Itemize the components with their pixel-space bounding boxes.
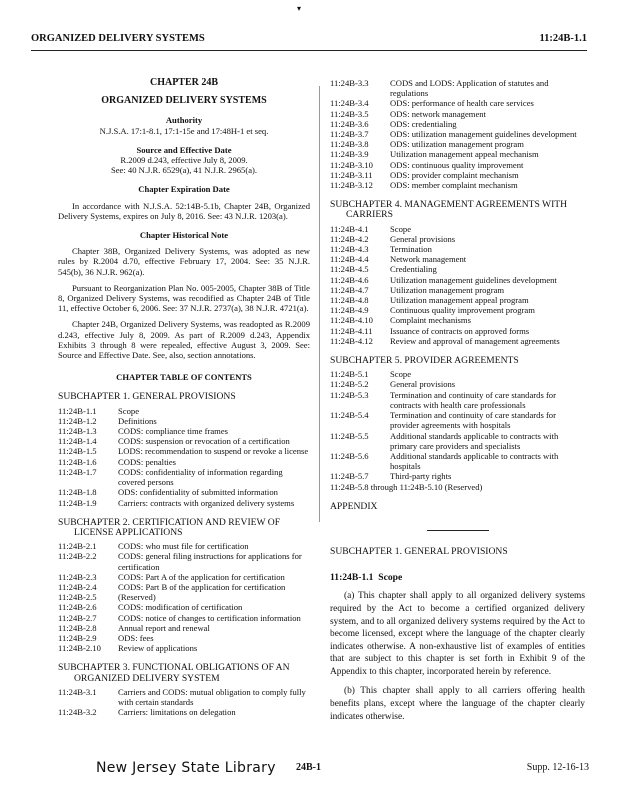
toc-entry-title: CODS: Part A of the application for certification (118, 571, 285, 582)
toc-entry-number: 11:24B-1.6 (58, 456, 97, 467)
toc-subchapter-heading (58, 663, 310, 683)
toc-entry (58, 467, 310, 487)
toc-entry-title: Network management (390, 254, 467, 265)
toc-entry-number: 11:24B-4.1 (330, 223, 369, 234)
toc-entry-number: 11:24B-3.12 (330, 180, 373, 191)
toc-entry-number: 11:24B-2.4 (58, 581, 97, 592)
toc-subchapter-title-cont: LICENSE APPLICATIONS (74, 526, 183, 538)
toc-entry-title: CODS: penalties (118, 456, 177, 467)
toc-entry-number: 11:24B-2.1 (58, 541, 97, 552)
toc-entry-title: Utilization management guidelines development (390, 274, 557, 285)
toc-entry-title: Definitions (118, 415, 157, 426)
toc-entry-title: CODS: notice of changes to certification information (118, 612, 301, 623)
toc-entry (330, 451, 585, 471)
toc-entry (330, 295, 585, 305)
toc-entry-title: CODS and LODS: Application of statutes and regulations (390, 78, 549, 99)
toc-entry-title: Review and approval of management agreements (390, 335, 560, 346)
toc-entry (58, 643, 310, 653)
history-paragraph-1: Chapter 38B, Organized Delivery Systems, was adopted as new rules by R.2004 d.70, effective February 17, 2004. See: 35 N.J.R. 545(b), 36 N.J.R. 962(a). (58, 246, 310, 277)
header-rule (31, 50, 587, 51)
expiration-heading: Chapter Expiration Date (138, 184, 230, 195)
toc-entry-number: 11:24B-5.4 (330, 410, 369, 421)
toc-continued (330, 78, 585, 190)
toc-right (330, 200, 585, 491)
toc-entry (330, 390, 585, 410)
toc-entry-title: Complaint mechanisms (390, 315, 471, 326)
toc-entry-title: Termination and continuity of care standards for contracts with health care professionals (390, 389, 556, 410)
toc-entry (330, 431, 585, 451)
toc-entry-number: 11:24B-5.1 (330, 369, 369, 380)
toc-entry (58, 707, 310, 717)
toc-entry-number: 11:24B-2.5 (58, 592, 97, 603)
toc-entry (58, 487, 310, 497)
history-heading: Chapter Historical Note (139, 230, 229, 241)
toc-entry-number: 11:24B-1.7 (58, 466, 97, 477)
toc-entry (58, 602, 310, 612)
section-separator (427, 530, 489, 531)
toc-entry-title: ODS: performance of health care services (390, 98, 534, 109)
history-paragraph-2: Pursuant to Reorganization Plan No. 005-2005, Chapter 38B of Title 8, Organized Delivery Systems, was recodified as Chapter 24B of Title 11, effective October 6, 2006. See: 37 N.J.R. 2737(a), 38 N.J.R. 4721(a). (58, 282, 310, 314)
toc-entry (58, 633, 310, 643)
column-divider (319, 86, 320, 522)
toc-entry-title: ODS: network management (390, 108, 486, 119)
toc-entry-title: Additional standards applicable to contracts with primary care providers and specialists (390, 430, 559, 451)
toc-entry-title: Additional standards applicable to contracts with hospitals (390, 450, 559, 472)
toc-entry-title: Utilization management program (390, 284, 505, 295)
toc-entry-number: 11:24B-1.2 (58, 415, 97, 426)
toc-entry (58, 687, 310, 707)
toc-entry-number: 11:24B-3.11 (330, 169, 373, 180)
header-section-code: 11:24B-1.1 (539, 33, 587, 44)
toc-entry-title: ODS: credentialing (390, 118, 457, 129)
toc-entry-number: 11:24B-2.2 (58, 551, 97, 562)
toc-entry (330, 410, 585, 430)
toc-entries (330, 224, 585, 346)
toc-entry (58, 446, 310, 456)
toc-entry-number: 11:24B-4.6 (330, 274, 369, 285)
toc-entry-number: 11:24B-2.3 (58, 571, 97, 582)
toc-entry-title: Utilization management appeal program (390, 295, 529, 306)
right-column (330, 78, 585, 723)
body-subchapter-heading: SUBCHAPTER 1. GENERAL PROVISIONS (330, 545, 508, 557)
toc-entry-title: Scope (118, 405, 140, 416)
appendix-label: APPENDIX (330, 500, 378, 512)
toc-entry-title: Third-party rights (390, 471, 452, 482)
section-number: 11:24B-1.1 (330, 572, 374, 584)
toc-entry (58, 498, 310, 508)
section-title: Scope (378, 572, 403, 584)
toc-entry-number: 11:24B-2.8 (58, 622, 97, 633)
toc-entry-number: 11:24B-2.10 (58, 643, 101, 654)
toc-entry-title: General provisions (390, 233, 456, 244)
toc-entry (330, 244, 585, 254)
toc-entry-title: (Reserved) (118, 592, 156, 603)
toc-entry-number: 11:24B-4.9 (330, 305, 369, 316)
toc-entry-title: CODS: modification of certification (118, 602, 243, 613)
authority-text: N.J.S.A. 17:1-8.1, 17:1-15e and 17:48H-1 et seq. (99, 125, 269, 136)
toc-entry-number: 11:24B-4.8 (330, 295, 369, 306)
toc-entry (58, 623, 310, 633)
toc-subchapter-title: SUBCHAPTER 4. MANAGEMENT AGREEMENTS WITH (330, 199, 568, 211)
toc-entry-number: 11:24B-5.5 (330, 430, 369, 441)
toc-entry (58, 426, 310, 436)
toc-entry-title: CODS: who must file for certification (118, 541, 249, 552)
toc-heading: CHAPTER TABLE OF CONTENTS (116, 372, 252, 383)
toc-entry-title: CODS: general filing instructions for applications for certification (118, 551, 302, 572)
toc-entry-title: Review of applications (118, 643, 198, 654)
toc-entry (330, 109, 585, 119)
toc-entry (330, 180, 585, 190)
toc-subchapter-title: SUBCHAPTER 2. CERTIFICATION AND REVIEW OF (58, 516, 281, 528)
toc-entry-number: 11:24B-5.7 (330, 471, 369, 482)
toc-entries (58, 541, 310, 653)
supplement-date: Supp. 12-16-13 (526, 762, 589, 773)
toc-entry-title: Scope (390, 223, 412, 234)
toc-subchapter-title: SUBCHAPTER 3. FUNCTIONAL OBLIGATIONS OF AN (58, 662, 290, 674)
toc-entry (58, 406, 310, 416)
toc-entry-number: 11:24B-3.1 (58, 686, 97, 697)
running-header (31, 33, 587, 47)
toc-entry (330, 129, 585, 139)
toc-entry-title: Annual report and renewal (118, 622, 210, 633)
toc-entry-number: 11:24B-1.8 (58, 487, 97, 498)
page-footer (0, 760, 618, 780)
toc-entry (58, 541, 310, 551)
toc-subchapter-heading (330, 356, 585, 366)
toc-entry (330, 315, 585, 325)
toc-entry-title: Carriers: contracts with organized delivery systems (118, 497, 295, 508)
toc-entry (330, 224, 585, 234)
toc-entry-number: 11:24B-1.9 (58, 497, 97, 508)
toc-entry-title: LODS: recommendation to suspend or revoke a license (118, 446, 309, 457)
toc-entry-number: 11:24B-2.9 (58, 632, 97, 643)
toc-entry-title: ODS: member complaint mechanism (390, 180, 518, 191)
toc-entry-number: 11:24B-3.5 (330, 108, 369, 119)
toc-entry-number: 11:24B-3.6 (330, 118, 369, 129)
toc-entry-title: ODS: confidentiality of submitted information (118, 487, 278, 498)
toc-entry-number: 11:24B-1.1 (58, 405, 97, 416)
source-line: R.2009 d.243, effective July 8, 2009. (120, 155, 248, 166)
toc-entry (58, 582, 310, 592)
toc-subchapter-heading (58, 392, 310, 402)
toc-entry-number: 11:24B-1.4 (58, 436, 97, 447)
toc-entry-title: ODS: utilization management guidelines development (390, 129, 577, 140)
toc-entry-title: Issuance of contracts on approved forms (390, 325, 530, 336)
toc-entry (330, 275, 585, 285)
scope-paragraph-b: (b) This chapter shall apply to all carriers offering health benefits plans, except where the language of the chapter clearly indicates otherwise. (330, 686, 585, 722)
toc-entries (330, 369, 585, 481)
source-heading: Source and Effective Date (136, 144, 232, 155)
toc-entry (330, 234, 585, 244)
toc-entry (330, 149, 585, 159)
toc-entry-number: 11:24B-3.3 (330, 78, 369, 88)
header-title: ORGANIZED DELIVERY SYSTEMS (31, 33, 205, 44)
toc-entry-number: 11:24B-3.8 (330, 139, 369, 150)
toc-subchapter-heading (58, 518, 310, 538)
toc-entry (58, 416, 310, 426)
toc-entry-title: Carriers and CODS: mutual obligation to comply fully with certain standards (118, 686, 306, 707)
toc-entry (58, 613, 310, 623)
toc-entry-number: 11:24B-4.2 (330, 233, 369, 244)
toc-subchapter-title-cont: ORGANIZED DELIVERY SYSTEM (74, 672, 220, 684)
toc-entry-title: CODS: Part B of the application for certification (118, 581, 286, 592)
toc-entry-number: 11:24B-5.2 (330, 379, 369, 390)
toc-entry-title: Credentialing (390, 264, 437, 275)
toc-entry-title: Continuous quality improvement program (390, 305, 535, 316)
toc-entry-number: 11:24B-5.3 (330, 389, 369, 400)
toc-entry (330, 264, 585, 274)
source-see-line: See: 40 N.J.R. 6529(a), 41 N.J.R. 2965(a). (110, 165, 258, 176)
toc-entry-number: 11:24B-4.3 (330, 244, 369, 255)
toc-entry-number: 11:24B-4.5 (330, 264, 369, 275)
toc-entry-title: CODS: confidentiality of information regarding covered persons (118, 466, 283, 488)
page-number: 24B-1 (296, 762, 321, 773)
toc-entry (58, 551, 310, 571)
toc-entry (330, 170, 585, 180)
toc-subchapter-heading (330, 200, 585, 220)
toc-entry-title: ODS: continuous quality improvement (390, 159, 524, 170)
toc-subchapter-title: SUBCHAPTER 1. GENERAL PROVISIONS (58, 391, 236, 403)
toc-entry-number: 11:24B-4.10 (330, 315, 373, 326)
toc-entries (58, 406, 310, 508)
toc-entry (330, 305, 585, 315)
toc-entry-number: 11:24B-3.7 (330, 129, 369, 140)
chapter-name: ORGANIZED DELIVERY SYSTEMS (101, 95, 267, 107)
toc-subchapter-title-cont: CARRIERS (346, 209, 393, 221)
toc-entry (330, 254, 585, 264)
toc-entry-title: Scope (390, 369, 412, 380)
toc-entry (330, 336, 585, 346)
toc-entry-number: 11:24B-3.4 (330, 98, 369, 109)
toc-entry (330, 379, 585, 389)
toc-entry-title: General provisions (390, 379, 456, 390)
toc-entry (330, 285, 585, 295)
toc-entry-number: 11:24B-5.6 (330, 450, 369, 461)
toc-entry (330, 78, 585, 98)
toc-entry (330, 326, 585, 336)
toc-entry-title: ODS: utilization management program (390, 139, 524, 150)
toc-subchapter-title: SUBCHAPTER 5. PROVIDER AGREEMENTS (330, 355, 519, 367)
toc-entry-number: 11:24B-4.11 (330, 325, 373, 336)
toc-entry-number: 11:24B-3.10 (330, 159, 373, 170)
toc-entry-title: ODS: provider complaint mechanism (390, 169, 519, 180)
toc-entry (330, 139, 585, 149)
toc-entry-number: 11:24B-2.7 (58, 612, 97, 623)
toc-left (58, 392, 310, 717)
page-mark: ▾ (297, 4, 302, 13)
scope-paragraph-a: (a) This chapter shall apply to all organized delivery systems required by the Act to become a certified organized delivery system, and to all organized delivery systems required by the Act to become licensed, except where the language of the chapter clearly indicates otherwise. A non-exhaustive list of examples of entities that are subject to this chapter is set forth in Exhibit 9 of the Appendix to this chapter, incorporated herein by reference. (330, 591, 585, 677)
toc-entry (330, 160, 585, 170)
toc-entry (330, 471, 585, 481)
toc-entry-number: 11:24B-1.3 (58, 426, 97, 437)
toc-entry-number: 11:24B-4.12 (330, 335, 373, 346)
toc-entry (58, 592, 310, 602)
chapter-number: CHAPTER 24B (149, 77, 219, 88)
toc-entry-title: CODS: compliance time frames (118, 426, 229, 437)
toc-entry (330, 369, 585, 379)
toc-entry (58, 572, 310, 582)
library-watermark: New Jersey State Library (96, 760, 276, 776)
section-heading (330, 573, 585, 583)
toc-reserved-range: 11:24B-5.8 through 11:24B-5.10 (Reserved) (330, 481, 483, 492)
toc-entry-number: 11:24B-3.9 (330, 149, 369, 160)
toc-entry (58, 436, 310, 446)
toc-entry-number: 11:24B-3.2 (58, 707, 97, 718)
toc-entry-title: ODS: fees (118, 632, 154, 643)
toc-entry-number: 11:24B-2.6 (58, 602, 97, 613)
toc-entry-title: Termination and continuity of care standards for provider agreements with hospitals (390, 410, 556, 431)
toc-entry-title: Termination (390, 244, 432, 255)
toc-entry (330, 98, 585, 108)
toc-entry-title: Utilization management appeal mechanism (390, 149, 539, 160)
authority-heading: Authority (165, 115, 203, 126)
expiration-text: In accordance with N.J.S.A. 52:14B-5.1b, Chapter 24B, Organized Delivery Systems, expires on July 8, 2016. See: 43 N.J.R. 1203(a). (58, 200, 310, 221)
toc-entry-title: Carriers: limitations on delegation (118, 707, 236, 718)
toc-entry (58, 457, 310, 467)
toc-entries (58, 687, 310, 718)
toc-entry-title: CODS: suspension or revocation of a certification (118, 436, 290, 447)
toc-entry (330, 119, 585, 129)
left-column (58, 78, 310, 717)
toc-entry-number: 11:24B-1.5 (58, 446, 97, 457)
toc-entry-number: 11:24B-4.7 (330, 284, 369, 295)
toc-entry-number: 11:24B-4.4 (330, 254, 369, 265)
history-paragraph-3: Chapter 24B, Organized Delivery Systems, was readopted as R.2009 d.243, effective July 8, 2009. As part of R.2009 d.243, Appendix Exhibits 3 through 8 were repealed, effective August 3, 2009. See: Source and Effective Date. See, also, section annotations. (58, 319, 310, 361)
